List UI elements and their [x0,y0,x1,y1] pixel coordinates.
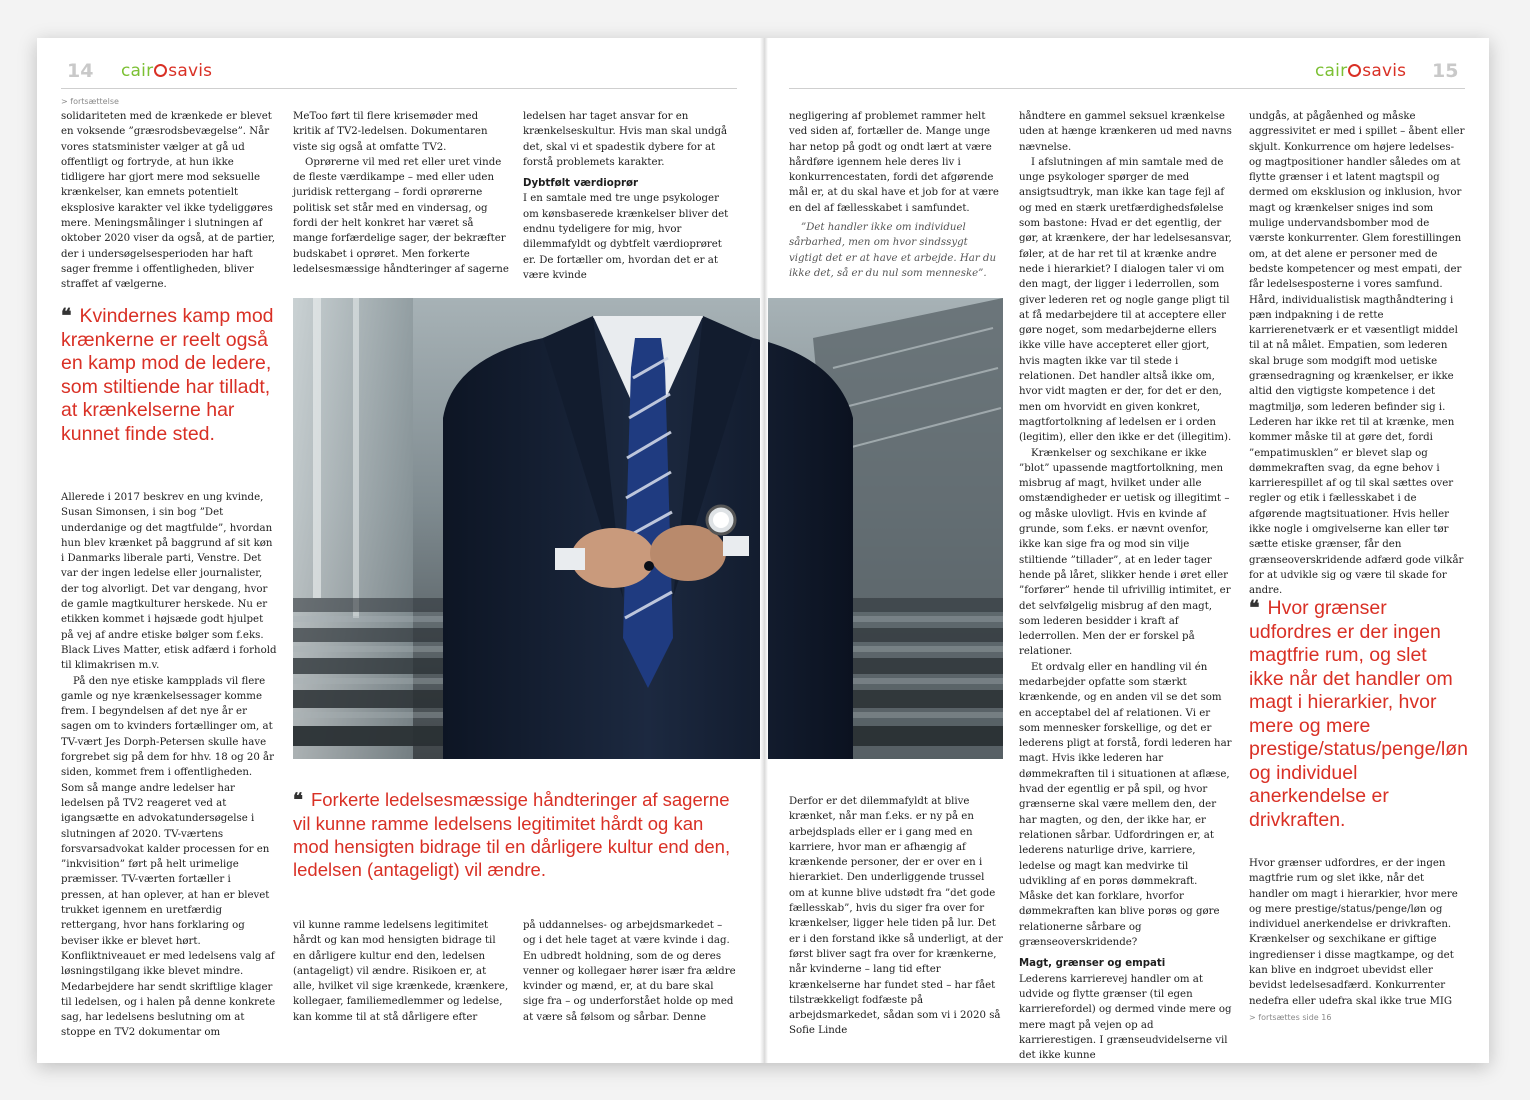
left-col3-bottom: på uddannelses- og arbejdsmarkedet – og i det hele taget at være kvinde i dag. En udbredt holdning, som de og deres venner og kollegaer hører især fra ældre kvinder og mænd, er, at du bare skal sige fra – og underforstået holde op med at være så følsom og sårbar. Denne [523,920,736,1023]
quote-mark-icon: ❝ [61,304,72,327]
right-col6-bottom: Hvor grænser udfordres, er der ingen magtfrie rum og slet ikke, når det handler om magt i hierarkier, hvor mere og mere prestige/status/penge/løn og individuel anerkendelse er drivkraften. Krænkelser og sexchikane er giftige ingredienser i disse magtkampe, og det kan blive en indgroet ubevidst eller bevidst ledelsesadfærd. Konkurrenter nedefra eller udefra skal ikke true MIG [1249,858,1458,1007]
subheading-dybtfolt: Dybtfølt værdioprør [523,178,639,190]
left-col1-top: solidariteten med de krænkede er blevet en voksende ”græsrodsbevægelse”. Når vores statsminister vælger at gå ud offentligt og fortryde, at hun ikke tidligere har gjort mere mod seksuelle krænkelser, kan emnets potentielt eksplosive karakter vel ikke tydeliggøres mere. Meningsmålinger i slutningen af oktober 2020 viser da også, at de partier, der i undersøgelsesperioden har haft sager fremme i offentligheden, bliver straffet af vælgerne. [61,111,276,291]
quote-mark-icon: ❝ [1249,596,1260,619]
continued-label: > fortsættelse [61,97,119,106]
right-col4-top: negligering af problemet rammer helt ved siden af, fortæller de. Mange unge har netop på godt og ondt lært at være hårdføre igennem hele deres liv i konkurrencestaten, fordi det afgørende mål er, at du skal have et job for at være en del af fællesskabet i samfundet. ”Det handler ikke om individuel sårbarhed, men om hvor sindssygt vigtigt det er at have et arbejde. Har du ikke det, så er du nul som menneske”. [789,111,999,279]
left-col2-top: MeToo ført til flere krisemøder med kritik af TV2-ledelsen. Dokumentaren viste sig også at omfatte TV2. Oprørerne vil med ret eller uret vinde de fleste værdikampe – med eller uden juridisk rettergang – fordi oprørerne politisk set står med en vindersag, og fordi der helt konkret har været så mange forfærdelige sager, der bekræfter budskabet i oprøret. Men forkerte ledelsesmæssige håndteringer af sagerne [293,111,509,275]
page-number-right: 15 [1432,60,1459,82]
pullquote-2: ❝ Forkerte ledelsesmæssige håndteringer af sagerne vil kunne ramme ledelsens legitimitet hårdt og kan mod hensigten bidrage til en dårligere kultur end den, ledelsen (antageligt) vil ændre. [293,789,731,880]
quote-mark-icon: ❝ [293,790,303,811]
cairosavis-logo-left: cair savis [121,61,213,81]
header-rule-right [789,88,1465,89]
header-rule-left [61,88,737,89]
continued-footer: > fortsættes side 16 [1249,1013,1332,1022]
pullquote-1: ❝ Kvindernes kamp mod krænkerne er reelt også en kamp mod de ledere, som stiltiende har tilladt, at krænkelserne har kunnet finde sted. [61,304,274,445]
right-col5: håndtere en gammel seksuel krænkelse uden at hænge krænkeren ud med navns nævnelse. I afslutningen af min samtale med de unge psykologer spørger de med ansigtsudtryk, man ikke kan tage fejl af og med en stærk uretfærdighedsfølelse som bastone: Hvad er det egentlig, der gør, at krænkere, der har ledelsesansvar, føler, at de har ret til at krænke andre nede i hierarkiet? I dialogen taler vi om den magt, der ligger i lederrollen, som giver lederen ret og nogle gange pligt til at få medarbejdere til at acceptere eller gøre noget, som medarbejderne ellers ikke ville have accepteret eller gjort, hvis magten ikke var til stede i relationen. Det handler altså ikke om, hvor vidt magten er der, for det er den, men om hvorvidt en given konkret, magtfortolkning af ledelsen er i orden (legitim), eller den ikke er det (illegitim). Krænkelser og sexchikane er ikke ”blot” upassende magtfortolkning, men misbrug af magt, hvilket under alle omstændigheder er uetisk og illegitimt – og måske ulovligt. Hvis en kvinde af grunde, som f.eks. er nævnt ovenfor, ikke kan sige fra og mod sin vilje stiltiende ”tillader”, at en leder tager hende på låret, slikker hende i øret eller ”forfører” hende til ufrivillig intimitet, er det selvfølgelig misbrug af den magt, som lederen besidder i kraft af lederrollen. Men der er forskel på relationer. Et ordvalg eller en handling vil én medarbejder opfatte som stærkt krænkende, og en anden vil se det som en acceptabel del af relationen. Vi er som mennesker forskellige, og det er lederens pligt at forstå, fordi lederen har magt. Hvis ikke lederen har dømmekraften til i situationen at aflæse, hvad der egentlig er på spil, og hvor grænserne skal være mellem den, der har magten, og den, der ikke har, er relationen sårbar. Udfordringen er, at lederens naturlige drive, karriere, ledelse og magt kan medvirke til udvikling af en porøs dømmekraft. Måske det kan forklare, hvorfor dømmekraften kan blive porøs og gøre relationerne sårbare og grænseoverskridende? Magt, grænser og empati Lederens karrierevej handler om at udvide og flytte grænser (til egen karrierefordel) og dermed vinde mere og mere magt på vejen op ad karrierestigen. I grænseudvidelserne vil det ikke kunne [1019,111,1232,1062]
magazine-spread [37,38,1489,1063]
logo-ring-icon [1348,64,1361,77]
photo-illustration [293,298,1003,759]
left-col1-body: Allerede i 2017 beskrev en ung kvinde, Susan Simonsen, i sin bog ”Det underdanige og det magtfulde”, hvordan hun blev krænket på baggrund af sit køn i Danmarks liberale parti, Venstre. Det var der ingen ledelse eller journalister, der tog alvorligt. Det var dengang, hvor de gamle magtkulturer herskede. Nu er etikken kommet i højsæde godt hjulpet på vej af andre etiske bølger som f.eks. Black Lives Matter, etisk adfærd i forhold til klimakrisen m.v. På den nye etiske kampplads vil flere gamle og nye krænkelsessager komme frem. I begyndelsen af det nye år er sagen om to kvinders fortællinger om, at TV-vært Jes Dorph-Petersen skulle have forgrebet sig på dem for hhv. 18 og 20 år siden, kommet frem i offentligheden. Som så mange andre ledelser har ledelsen på TV2 reageret ved at igangsætte en advokatundersøgelse i slutningen af 2020. TV-værtens forsvarsadvokat kalder processen for en ”inkvisition” ført på helt urimelige præmisser. TV-værten fortæller i pressen, at han oplever, at han er blevet trukket igennem en uretfærdig rettergang, hvor hans forklaring og beviser ikke er blevet hørt. Konfliktniveauet er med ledelsens valg af løsningstilgang ikke blevet mindre. Medarbejdere har sendt skriftlige klager til ledelsen, og i halen på denne konkrete sag, har ledelsens beslutning om at stoppe en TV2 dokumentar om [61,492,277,1039]
left-col3-top: ledelsen har taget ansvar for en krænkelseskultur. Hvis man skal undgå det, skal vi et spadestik dybere for at forstå problemets karakter. Dybtfølt værdioprør I en samtale med tre unge psykologer om kønsbaserede krænkelser bliver det endnu tydeligere for mig, hvor dilemmafyldt og dybtfelt værdioprøret er. De fortæller om, hvordan det er at være kvinde [523,109,737,291]
subheading-magt: Magt, grænser og empati [1019,958,1166,970]
logo-ring-icon [154,64,167,77]
pullquote-3: ❝ Hvor grænser udfordres er der ingen magtfrie rum, og slet ikke når det handler om magt i hierarkier, hvor mere og mere prestige/status/penge/løn og individuel anerkendelse er drivkraften. [1249,596,1468,831]
cairosavis-logo-right: cair savis [1315,61,1407,81]
left-col2-bottom: vil kunne ramme ledelsens legitimitet hårdt og kan mod hensigten bidrage til en dårligere kultur end den, ledelsen (antageligt) vil ændre. Risikoen er, at alle, hvilket vil sige krænkede, krænkere, kollegaer, familiemedlemmer og ledelse, kan komme til at stå dårligere efter [293,920,509,1023]
page-number-left: 14 [67,60,94,82]
spread-gutter [760,38,768,1063]
businessman-suit-photo [293,298,1003,759]
right-col4-bottom: Derfor er det dilemmafyldt at blive krænket, når man f.eks. er ny på en arbejdsplads eller er i gang med en karriere, hvor man er afhængig af krænkende personer, der er over en i hierarkiet. Den underliggende trussel om at kunne blive udstødt fra ”det gode fællesskab”, hvis du siger fra over for krænkelser, ligger hele tiden på lur. Det er i den forstand ikke så underligt, at der først bliver sagt fra over for krænkerne, når kvinderne – lang tid efter krænkelserne har fundet sted – har fået tilstrækkeligt fodfæste på arbejdsmarkedet, sådan som vi i 2020 så Sofie Linde [789,796,1003,1037]
right-col6-top: undgås, at pågåenhed og måske aggressivitet er med i spillet – åbent eller skjult. Konkurrence om højere ledelses- og magtpositioner handler således om at flytte grænser i et latent magtspil og dermed om eksklusion og inklusion, hvor magt og krænkelser sniges ind som mulige undervandsbomber mod de værste konkurrenter. Glem forestillingen om, at det alene er personer med de bedste kompetencer og mest empati, der får ledelsesposterne i vores samfund. Hård, individualistisk magthåndtering i pæn indpakning i de rette karrierenetværk er et væsentligt middel til at nå målet. Empatien, som lederen skal bruge som modgift mod uetiske grænsedragning og krænkelser, er ikke altid den vigtigste kompetence i det magtmiljø, som lederen befinder sig i. Lederen har ikke ret til at krænke, men kommer måske til at gøre det, fordi ”empatimusklen” er blevet slap og dømmekraften svag, da egne behov i karrierespillet af og til skal sættes over regler og etik i fællesskabet i de afgørende magtsituationer. Hvis heller ikke nogle i omgivelserne kan eller tør sætte etiske grænser, får den grænseoverskridende adfærd gode vilkår for at udvikle sig og være til skade for andre. [1249,111,1465,597]
